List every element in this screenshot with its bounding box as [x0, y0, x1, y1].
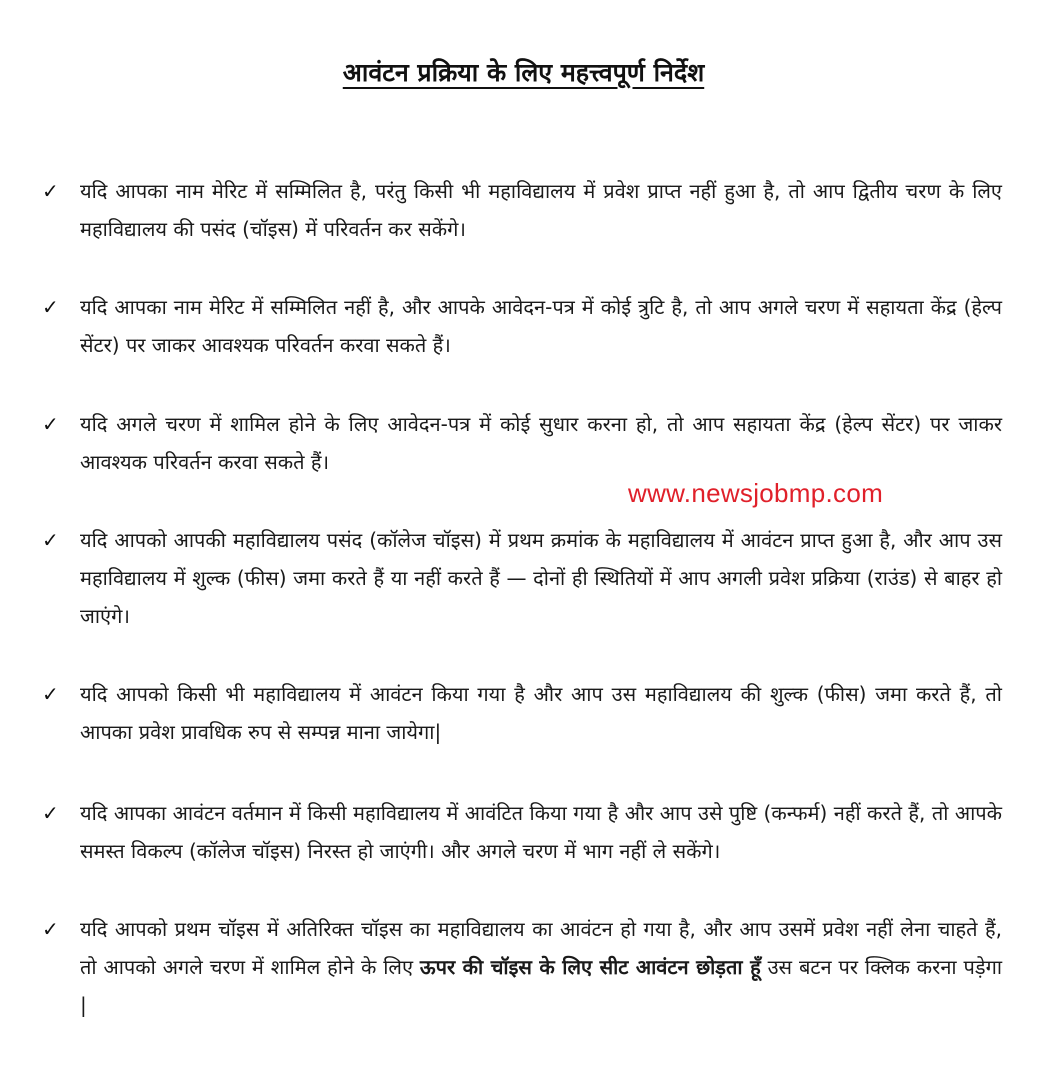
checkmark-icon: ✓ [42, 412, 59, 436]
checkmark-icon: ✓ [42, 682, 59, 706]
page-title: आवंटन प्रक्रिया के लिए महत्त्वपूर्ण निर्देश [342, 58, 705, 87]
list-item-text: यदि आपका नाम मेरिट में सम्मिलित नहीं है, और आपके आवेदन-पत्र में कोई त्रुटि है, तो आप अगले चरण में सहायता केंद्र (हेल्प सेंटर) पर जाकर आवश्यक परिवर्तन करवा सकते हैं। [80, 295, 1002, 357]
list-item-text: यदि आपको आपकी महाविद्यालय पसंद (कॉलेज चॉइस) में प्रथम क्रमांक के महाविद्यालय में आवंटन प्राप्त हुआ है, और आप उस महाविद्यालय में शुल्क (फीस) जमा करते हैं या नहीं करते हैं — दोनों ही स्थितियों में आप अगली प्रवेश प्रक्रिया (राउंड) से बाहर हो जाएंगे। [80, 528, 1002, 628]
checkmark-icon: ✓ [42, 917, 59, 941]
checkmark-icon: ✓ [42, 179, 59, 203]
list-item [42, 910, 1002, 1024]
list-item-text: यदि आपका आवंटन वर्तमान में किसी महाविद्यालय में आवंटित किया गया है और आप उसे पुष्टि (कन्फर्म) नहीं करते हैं, तो आपके समस्त विकल्प (कॉलेज चॉइस) निरस्त हो जाएंगी। और अगले चरण में भाग नहीं ले सकेंगे। [80, 801, 1002, 863]
list-item-text: यदि आपका नाम मेरिट में सम्मिलित है, परंतु किसी भी महाविद्यालय में प्रवेश प्राप्त नहीं हुआ है, तो आप द्वितीय चरण के लिए महाविद्यालय की पसंद (चॉइस) में परिवर्तन कर सकेंगे। [80, 179, 1002, 241]
checkmark-icon: ✓ [42, 528, 59, 552]
list-item-text [80, 910, 1002, 1024]
list-item-text-end: उस बटन पर क्लिक करना पड़ेगा | [80, 955, 1003, 1017]
list-item-text: यदि आपको किसी भी महाविद्यालय में आवंटन किया गया है और आप उस महाविद्यालय की शुल्क (फीस) जमा करते हैं, तो आपका प्रवेश प्रावधिक रुप से सम्पन्न माना जायेगा| [80, 682, 1002, 744]
list-item [42, 675, 1002, 751]
list-item [42, 288, 1002, 364]
list-item [42, 521, 1002, 635]
list-item-text-start: यदि आपको प्रथम चॉइस में अतिरिक्त चॉइस का महाविद्यालय का आवंटन हो गया है, और आप उसमें प्रवेश नहीं लेना चाहते हैं, तो आपको अगले चरण में शामिल होने के लिए [80, 917, 1002, 979]
checkmark-icon: ✓ [42, 801, 59, 825]
list-item-text: यदि अगले चरण में शामिल होने के लिए आवेदन-पत्र में कोई सुधार करना हो, तो आप सहायता केंद्र (हेल्प सेंटर) पर जाकर आवश्यक परिवर्तन करवा सकते हैं। [80, 412, 1002, 474]
list-item [42, 405, 1002, 481]
list-item [42, 172, 1002, 248]
watermark: www.newsjobmp.com [628, 478, 884, 508]
list-item [42, 794, 1002, 870]
checkmark-icon: ✓ [42, 295, 59, 319]
list-item-text-bold: ऊपर की चॉइस के लिए सीट आवंटन छोड़ता हूँ [419, 955, 761, 979]
